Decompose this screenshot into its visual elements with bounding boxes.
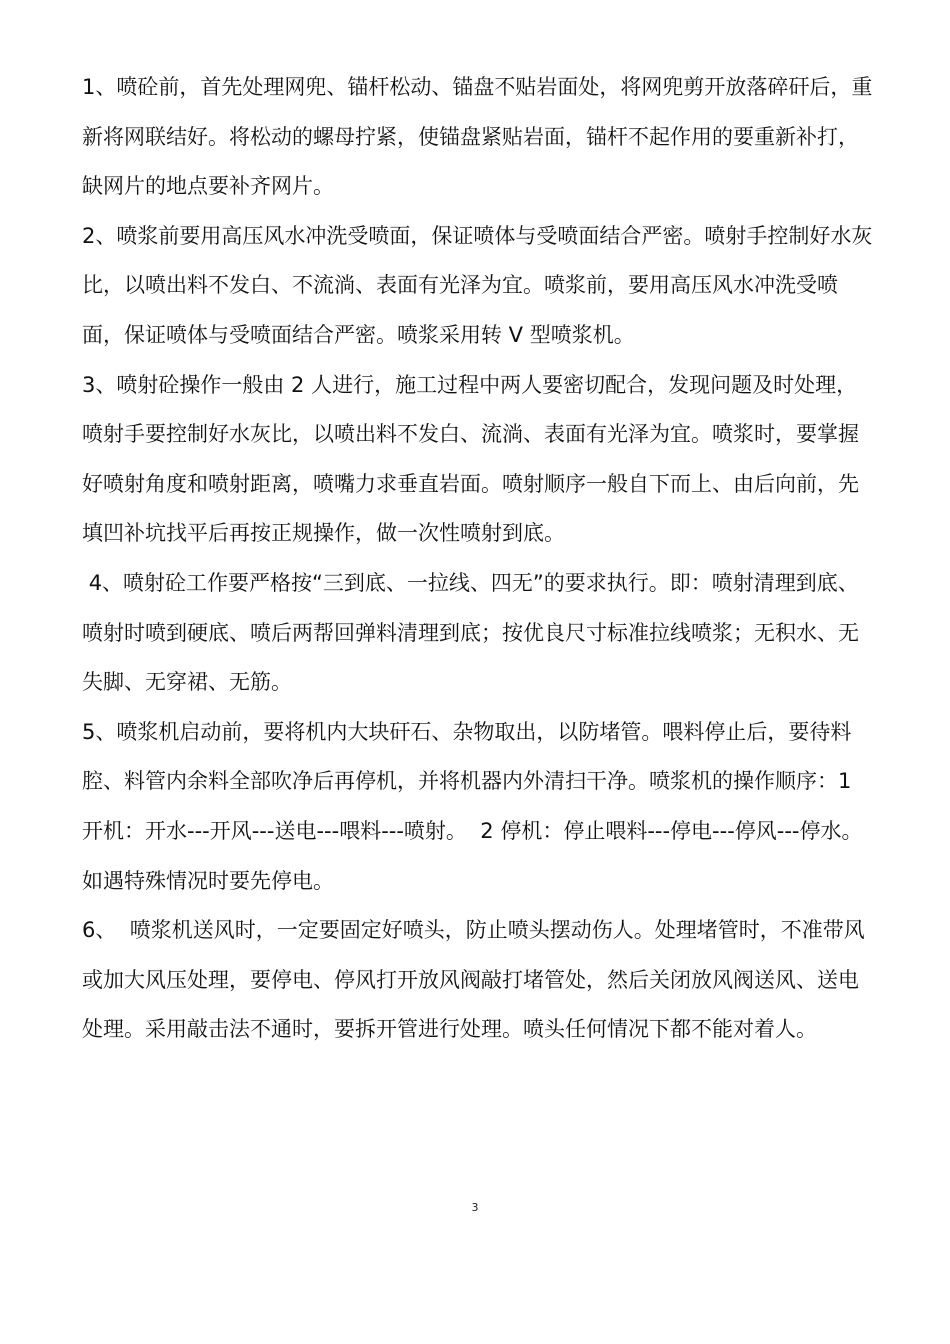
- paragraph-4: 4、喷射砼工作要严格按“三到底、一拉线、四无”的要求执行。即：喷射清理到底、喷射时喷到硬底、喷后两帮回弹料清理到底；按优良尺寸标准拉线喷浆；无积水、无失脚、无穿裙、无筋。: [82, 570, 859, 695]
- paragraph-1: 1、喷砼前，首先处理网兜、锚杆松动、锚盘不贴岩面处，将网兜剪开放落碎矸后，重新将网联结好。将松动的螺母拧紧，使锚盘紧贴岩面，锚杆不起作用的要重新补打，缺网片的地点要补齐网片。: [82, 75, 873, 199]
- paragraph-3: 3、喷射砼操作一般由 2 人进行，施工过程中两人要密切配合，发现问题及时处理，喷射手要控制好水灰比，以喷出料不发白、流淌、表面有光泽为宜。喷浆时，要掌握 好喷射角度和喷射距离，喷嘴力求垂直岩面。喷射顺序一般自下而上、由后向前，先填凹补坑找平后再按正规操作，做一次性喷射到底。: [82, 372, 913, 546]
- paragraph-5: 5、喷浆机启动前，要将机内大块矸石、杂物取出，以防堵管。喂料停止后，要待料腔、料管内余料全部吹净后再停机，并将机器内外清扫干净。喷浆机的操作顺序：1 开机：开水---开风---送电---喂料---喷射。 2 停机：停止喂料---停电---停风---停水。如遇特殊情况时要先停电。: [82, 719, 863, 893]
- page-number: 3: [471, 1201, 479, 1214]
- paragraph-6: 6、 喷浆机送风时，一定要固定好喷头，防止喷头摆动伤人。处理堵管时，不准带风或加大风压处理，要停电、停风打开放风阀敲打堵管处，然后关闭放风阀送风、送电处理。采用敲击法不通时，要拆开管进行处理。喷头任何情况下都不能对着人。: [82, 918, 865, 1042]
- document-body: [82, 63, 913, 1055]
- paragraph-2: 2、喷浆前要用高压风水冲洗受喷面，保证喷体与受喷面结合严密。喷射手控制好水灰比，以喷出料不发白、不流淌、表面有光泽为宜。喷浆前，要用高压风水冲洗受喷面，保证喷体与受喷面结合严密。喷浆采用转 V 型喷浆机。: [82, 223, 873, 347]
